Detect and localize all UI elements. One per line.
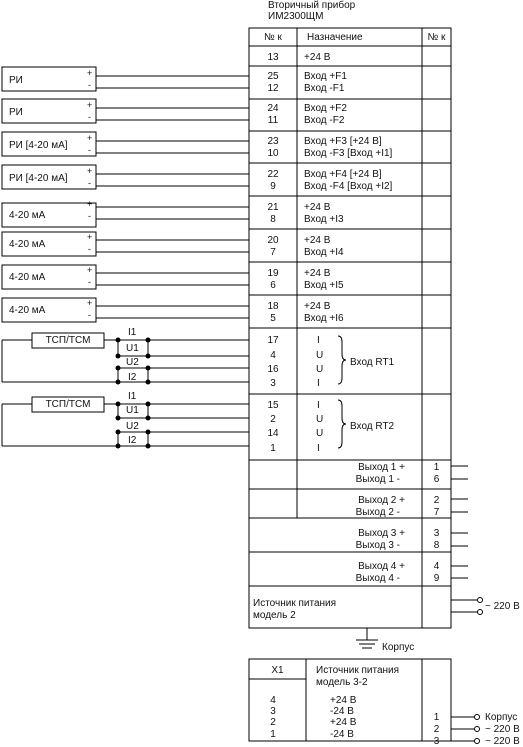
header-purpose: Назначение xyxy=(307,32,363,43)
terminal-number: 2 xyxy=(270,414,276,425)
wire-label: I2 xyxy=(128,372,137,383)
output-terminal: 3 xyxy=(433,528,440,539)
psu-output-value: -24 В xyxy=(330,729,354,740)
terminal-number: 5 xyxy=(270,313,276,324)
terminal-number: 20 xyxy=(267,235,279,246)
sensor-label: РИ xyxy=(9,107,23,118)
minus-marker: - xyxy=(88,211,91,221)
psu-right-terminal: 2 xyxy=(433,724,440,735)
wire-label: U2 xyxy=(126,357,139,368)
output-label: Выход 2 + xyxy=(358,495,405,506)
output-label: Выход 4 - xyxy=(355,573,400,584)
psu-terminal-number: 3 xyxy=(270,706,276,717)
rtd-letter: I xyxy=(317,400,320,411)
output-label: Выход 2 - xyxy=(355,507,400,518)
minus-marker: - xyxy=(88,178,91,188)
terminal-purpose: Вход +F3 [+24 В] xyxy=(304,136,382,147)
psu-terminal-number: 1 xyxy=(270,729,276,740)
output-label: Выход 3 + xyxy=(358,528,405,539)
output-terminal: 4 xyxy=(433,561,440,572)
terminal-number: 11 xyxy=(267,115,279,126)
terminal-purpose: Вход +F2 xyxy=(304,103,347,114)
terminal-number: 6 xyxy=(270,280,276,291)
rtd-letter: I xyxy=(317,335,320,346)
plus-marker: + xyxy=(87,199,93,209)
plus-marker: + xyxy=(87,68,93,78)
output-terminal: 2 xyxy=(433,495,440,506)
psu-title-line-1: Источник питания xyxy=(316,665,400,676)
header-left-terminal: № к xyxy=(264,32,282,43)
terminal-number: 24 xyxy=(267,103,279,114)
terminal-number: 9 xyxy=(270,181,276,192)
terminal-purpose: Вход -F3 [Вход +I1] xyxy=(304,148,393,159)
minus-marker: - xyxy=(88,277,91,287)
minus-marker: - xyxy=(88,112,91,122)
terminal-number: 13 xyxy=(267,52,279,63)
terminal-purpose: +24 В xyxy=(304,301,331,312)
psu-connector-label: X1 xyxy=(271,665,284,676)
terminal-purpose: Вход +I6 xyxy=(304,313,344,324)
psu-output-value: +24 В xyxy=(330,695,357,706)
wire-label: I1 xyxy=(128,391,137,402)
terminal-number: 16 xyxy=(267,364,279,375)
rtd-input-label: Вход RT1 xyxy=(350,357,395,368)
rtd-letter: I xyxy=(317,443,320,454)
minus-marker: - xyxy=(88,80,91,90)
terminal-number: 1 xyxy=(270,443,276,454)
terminal-number: 10 xyxy=(267,148,279,159)
terminal-purpose: +24 В xyxy=(304,235,331,246)
rtd-letter: U xyxy=(316,364,324,375)
rtd-letter: U xyxy=(316,428,324,439)
output-terminal: 8 xyxy=(433,540,440,551)
rtd-input-label: Вход RT2 xyxy=(350,421,395,432)
output-terminal: 6 xyxy=(433,474,440,485)
psu-output-value: -24 В xyxy=(330,706,354,717)
sensor-label: 4-20 мА xyxy=(9,210,46,221)
psu-title-line-2: модель 3-2 xyxy=(316,677,368,688)
psu-right-terminal: 3 xyxy=(433,736,440,747)
wire-label: U1 xyxy=(126,405,139,416)
terminal-number: 3 xyxy=(270,378,276,389)
psu-right-label: Корпус xyxy=(485,712,518,723)
wire-label: U1 xyxy=(126,343,139,354)
wire-label: U2 xyxy=(126,421,139,432)
plus-marker: + xyxy=(87,265,93,275)
terminal-purpose: Вход +F1 xyxy=(304,71,347,82)
power-source-label: Источник питания xyxy=(253,598,337,609)
sensor-label: РИ [4-20 мА] xyxy=(9,140,68,151)
output-label: Выход 1 + xyxy=(358,462,405,473)
terminal-number: 8 xyxy=(270,214,276,225)
terminal-purpose: +24 В xyxy=(304,202,331,213)
terminal-number: 14 xyxy=(267,428,279,439)
terminal-purpose: Вход +I5 xyxy=(304,280,344,291)
psu-terminal-number: 4 xyxy=(270,695,276,706)
terminal-number: 4 xyxy=(270,350,276,361)
wire-label: I2 xyxy=(128,435,137,446)
mains-voltage-label: ~ 220 В xyxy=(485,601,520,612)
terminal-number: 25 xyxy=(267,71,279,82)
rtd-letter: U xyxy=(316,350,324,361)
ground-label: Корпус xyxy=(382,642,415,653)
plus-marker: + xyxy=(87,166,93,176)
terminal-number: 7 xyxy=(270,247,276,258)
wire-label: I1 xyxy=(128,327,137,338)
device-title-line-2: ИМ2300ЩМ xyxy=(268,11,324,22)
psu-right-label: ~ 220 В xyxy=(485,736,520,747)
rtd-letter: U xyxy=(316,414,324,425)
psu-terminal-number: 2 xyxy=(270,717,276,728)
terminal-purpose: Вход -F2 xyxy=(304,115,345,126)
output-terminal: 9 xyxy=(433,573,440,584)
header-right-terminal: № к xyxy=(427,32,446,43)
output-label: Выход 4 + xyxy=(358,561,405,572)
terminal-purpose: +24 В xyxy=(304,268,331,279)
terminal-number: 22 xyxy=(267,169,279,180)
minus-marker: - xyxy=(88,310,91,320)
terminal-number: 15 xyxy=(267,400,279,411)
sensor-label: РИ [4-20 мА] xyxy=(9,173,68,184)
psu-right-label: ~ 220 В xyxy=(485,724,520,735)
output-terminal: 1 xyxy=(433,462,440,473)
plus-marker: + xyxy=(87,232,93,242)
plus-marker: + xyxy=(87,133,93,143)
terminal-purpose: Вход +I4 xyxy=(304,247,344,258)
terminal-number: 12 xyxy=(267,83,279,94)
terminal-number: 21 xyxy=(267,202,279,213)
rtd-sensor-label: ТСП/ТСМ xyxy=(45,399,91,410)
output-label: Выход 3 - xyxy=(355,540,400,551)
sensor-label: 4-20 мА xyxy=(9,272,46,283)
terminal-number: 18 xyxy=(267,301,279,312)
psu-output-value: +24 В xyxy=(330,717,357,728)
minus-marker: - xyxy=(88,244,91,254)
terminal-purpose: Вход +F4 [+24 В] xyxy=(304,169,382,180)
terminal-purpose: Вход +I3 xyxy=(304,214,344,225)
terminal-number: 23 xyxy=(267,136,279,147)
plus-marker: + xyxy=(87,100,93,110)
sensor-label: РИ xyxy=(9,75,23,86)
terminal-number: 17 xyxy=(267,335,279,346)
plus-marker: + xyxy=(87,298,93,308)
output-label: Выход 1 - xyxy=(355,474,400,485)
rtd-sensor-label: ТСП/ТСМ xyxy=(45,335,91,346)
output-terminal: 7 xyxy=(433,507,440,518)
sensor-label: 4-20 мА xyxy=(9,305,46,316)
terminal-purpose: Вход -F1 xyxy=(304,83,345,94)
rtd-letter: I xyxy=(317,378,320,389)
device-title-line-1: Вторичный прибор xyxy=(268,0,356,11)
terminal-purpose: Вход -F4 [Вход +I2] xyxy=(304,181,393,192)
minus-marker: - xyxy=(88,145,91,155)
terminal-purpose: +24 В xyxy=(304,52,331,63)
power-source-model: модель 2 xyxy=(253,610,296,621)
psu-right-terminal: 1 xyxy=(433,712,440,723)
terminal-number: 19 xyxy=(267,268,279,279)
sensor-label: 4-20 мА xyxy=(9,239,46,250)
